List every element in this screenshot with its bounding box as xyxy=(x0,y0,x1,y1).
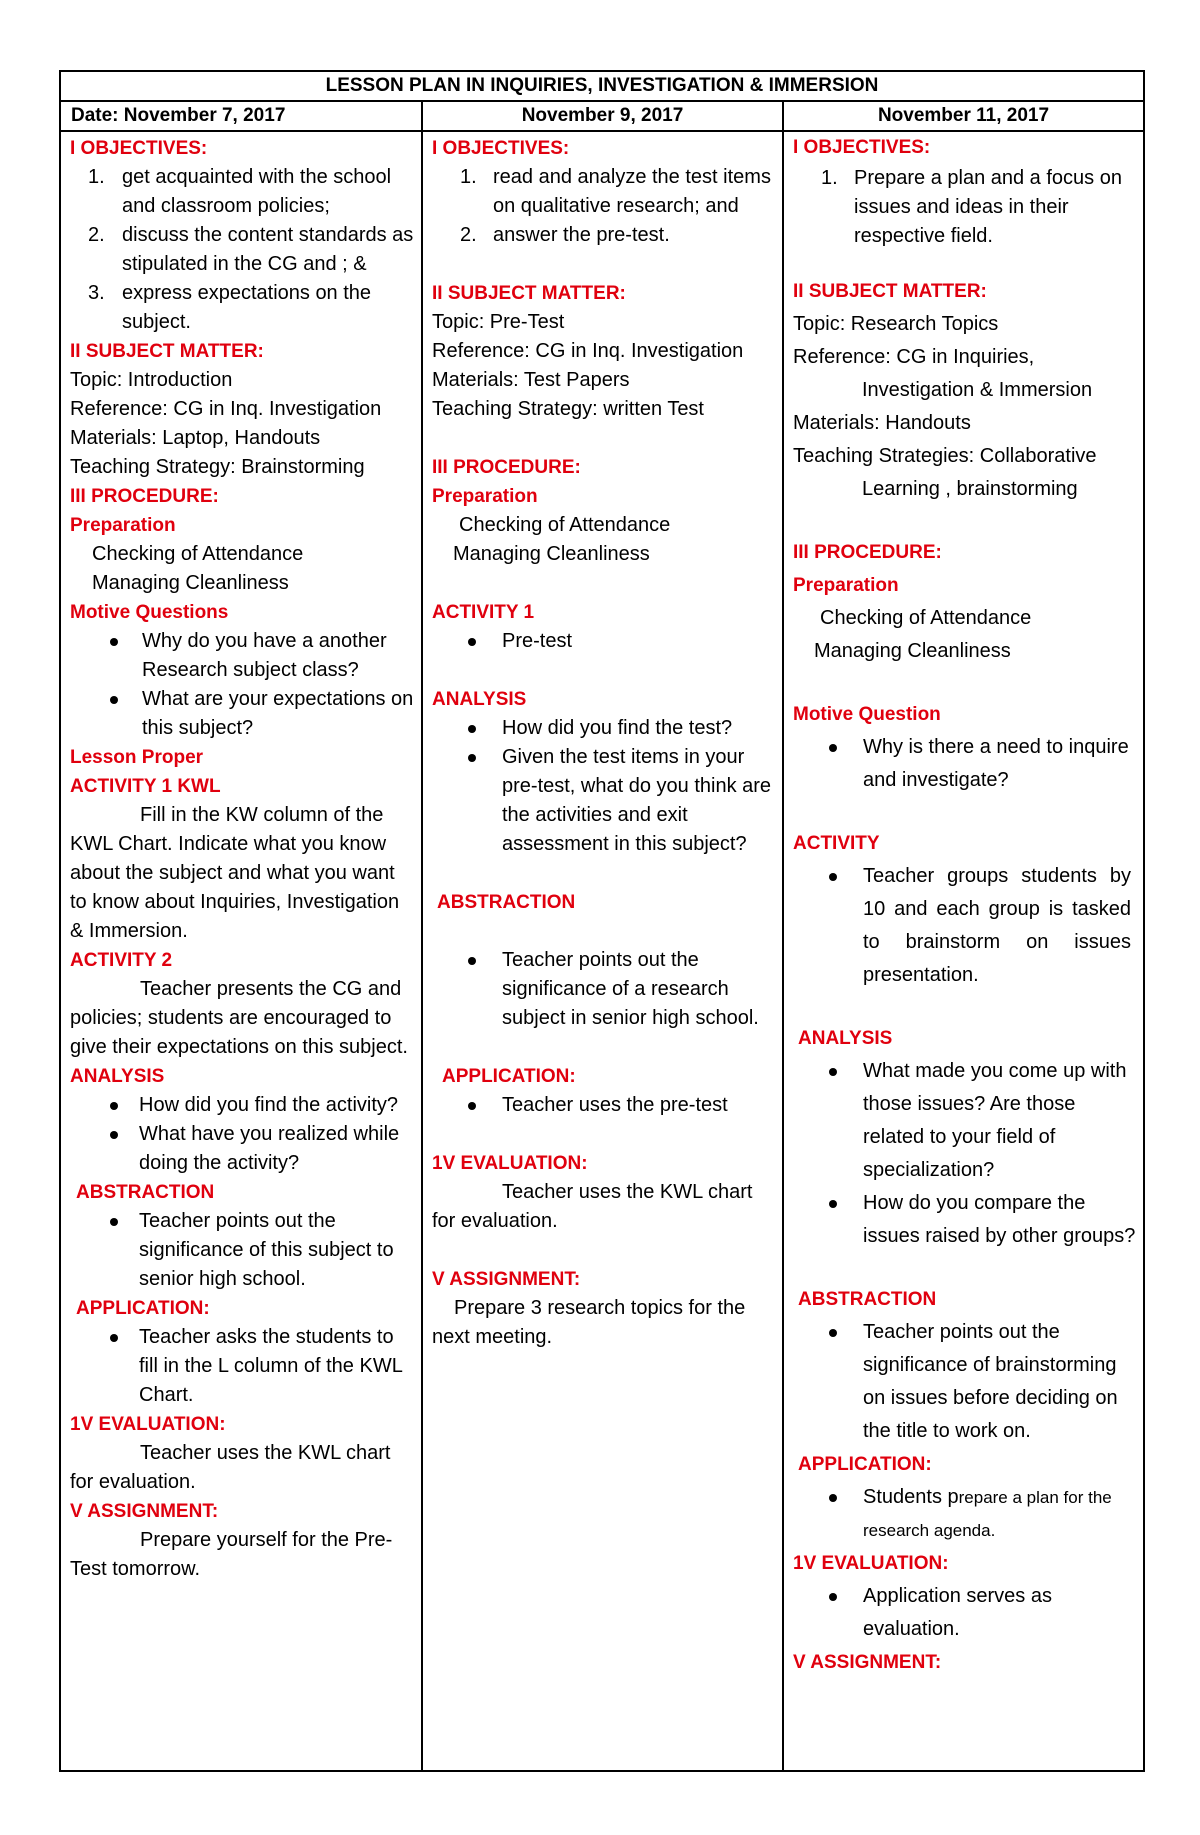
list-item: 1. read and analyze the test items on qualitative research; and xyxy=(460,166,771,217)
prep-item: Checking of Attendance xyxy=(92,543,304,565)
bullet-icon xyxy=(110,1218,118,1226)
list-item: Teacher points out the significance of this subject to senior high school. xyxy=(70,1207,415,1294)
list-item: Pre-test xyxy=(432,627,776,656)
evaluation-text: Teacher uses the KWL chart for evaluation. xyxy=(432,1181,753,1232)
evaluation-heading: 1V EVALUATION: xyxy=(70,1414,226,1435)
bullet-icon xyxy=(468,957,476,965)
date-header-1: Date: November 7, 2017 xyxy=(60,101,422,131)
objectives-heading: I OBJECTIVES: xyxy=(70,138,208,159)
analysis-list xyxy=(70,1091,415,1178)
lesson-plan-table xyxy=(59,70,1145,1772)
strategy-line-continued: Learning , brainstorming xyxy=(862,478,1078,500)
assignment-heading: V ASSIGNMENT: xyxy=(70,1501,219,1522)
list-item: How did you find the test? xyxy=(432,714,776,743)
list-item: How do you compare the issues raised by other groups? xyxy=(793,1187,1137,1253)
bullet-icon xyxy=(829,1494,837,1502)
activity-heading: ACTIVITY xyxy=(793,833,880,854)
reference-line-continued: Investigation & Immersion xyxy=(862,379,1093,401)
subject-matter-heading: II SUBJECT MATTER: xyxy=(432,283,626,304)
list-item: What have you realized while doing the activity? xyxy=(70,1120,415,1178)
preparation-heading: Preparation xyxy=(70,515,176,536)
assignment-text: Prepare yourself for the Pre-Test tomorrow. xyxy=(70,1529,393,1580)
bullet-icon xyxy=(829,1068,837,1076)
bullet-icon xyxy=(829,873,837,881)
list-item: 1. get acquainted with the school and classroom policies; xyxy=(88,166,392,217)
materials-line: Materials: Laptop, Handouts xyxy=(70,427,321,449)
motive-question-heading: Motive Question xyxy=(793,704,941,725)
reference-line: Reference: CG in Inq. Investigation xyxy=(70,398,382,420)
prep-item: Managing Cleanliness xyxy=(92,572,289,594)
evaluation-heading: 1V EVALUATION: xyxy=(793,1553,949,1574)
objectives-heading: I OBJECTIVES: xyxy=(793,137,931,158)
evaluation-list xyxy=(793,1580,1137,1646)
date-header-2: November 9, 2017 xyxy=(422,101,783,131)
activity2-heading: ACTIVITY 2 xyxy=(70,950,173,971)
list-item: Teacher uses the pre-test xyxy=(432,1091,776,1120)
activity1-heading: ACTIVITY 1 xyxy=(432,602,535,623)
list-item: Application serves as evaluation. xyxy=(793,1580,1137,1646)
prep-item: Checking of Attendance xyxy=(459,514,671,536)
assignment-heading: V ASSIGNMENT: xyxy=(793,1652,942,1673)
objectives-heading: I OBJECTIVES: xyxy=(432,138,570,159)
activity2-text: Teacher presents the CG and policies; students are encouraged to give their expectations on this subject. xyxy=(70,978,408,1058)
strategy-line: Teaching Strategy: Brainstorming xyxy=(70,456,365,478)
prep-item: Managing Cleanliness xyxy=(453,543,650,565)
bullet-icon xyxy=(110,638,118,646)
prep-item: Checking of Attendance xyxy=(820,607,1032,629)
subject-matter-heading: II SUBJECT MATTER: xyxy=(70,341,264,362)
application-list xyxy=(793,1481,1137,1547)
bullet-icon xyxy=(829,744,837,752)
bullet-icon xyxy=(110,1131,118,1139)
assignment-text: Prepare 3 research topics for the next meeting. xyxy=(432,1297,746,1348)
evaluation-heading: 1V EVALUATION: xyxy=(432,1153,588,1174)
procedure-heading: III PROCEDURE: xyxy=(793,542,942,563)
activity-list xyxy=(793,860,1137,992)
bullet-icon xyxy=(468,725,476,733)
list-item: Teacher points out the significance of a research subject in senior high school. xyxy=(432,946,776,1033)
analysis-heading: ANALYSIS xyxy=(70,1066,165,1087)
bullet-icon xyxy=(468,638,476,646)
assignment-heading: V ASSIGNMENT: xyxy=(432,1269,581,1290)
abstraction-list xyxy=(793,1316,1137,1448)
motive-list xyxy=(793,731,1137,797)
list-item: Given the test items in your pre-test, what do you think are the activities and exit assessment in this subject? xyxy=(432,743,776,859)
application-list xyxy=(432,1091,776,1120)
strategy-line: Teaching Strategy: written Test xyxy=(432,398,704,420)
prep-item: Managing Cleanliness xyxy=(814,640,1011,662)
bullet-icon xyxy=(468,1102,476,1110)
list-item: 1. Prepare a plan and a focus on issues and ideas in their respective field. xyxy=(821,167,1122,247)
subject-matter-heading: II SUBJECT MATTER: xyxy=(793,281,987,302)
column-nov-7 xyxy=(60,131,422,1771)
list-item: Teacher points out the significance of brainstorming on issues before deciding on the title to work on. xyxy=(793,1316,1137,1448)
bullet-icon xyxy=(110,1334,118,1342)
list-item: 3. express expectations on the subject. xyxy=(88,282,372,333)
topic-line: Topic: Research Topics xyxy=(793,313,999,335)
materials-line: Materials: Handouts xyxy=(793,412,971,434)
bullet-icon xyxy=(829,1593,837,1601)
list-item: Why is there a need to inquire and investigate? xyxy=(793,731,1137,797)
abstraction-heading: ABSTRACTION xyxy=(437,892,576,913)
objectives-list xyxy=(793,161,1137,251)
application-heading: APPLICATION: xyxy=(798,1454,932,1475)
objectives-list xyxy=(70,163,415,337)
abstraction-list xyxy=(432,946,776,1033)
evaluation-text: Teacher uses the KWL chart for evaluation. xyxy=(70,1442,391,1493)
analysis-list xyxy=(432,714,776,859)
reference-line: Reference: CG in Inquiries, xyxy=(793,346,1035,368)
analysis-list xyxy=(793,1055,1137,1253)
analysis-heading: ANALYSIS xyxy=(798,1028,893,1049)
preparation-heading: Preparation xyxy=(793,575,899,596)
application-heading: APPLICATION: xyxy=(76,1298,210,1319)
table-title: LESSON PLAN IN INQUIRIES, INVESTIGATION & IMMERSION xyxy=(60,71,1144,101)
objectives-list xyxy=(432,163,776,250)
bullet-icon xyxy=(468,754,476,762)
abstraction-list xyxy=(70,1207,415,1294)
reference-line: Reference: CG in Inq. Investigation xyxy=(432,340,744,362)
activity1-text: Fill in the KW column of the KWL Chart. Indicate what you know about the subject and what you want to know about Inquiries, Investigation & Immersion. xyxy=(70,804,400,942)
motive-questions-heading: Motive Questions xyxy=(70,602,229,623)
lesson-plan-page xyxy=(59,70,1143,1772)
column-nov-11 xyxy=(783,131,1144,1771)
list-item: Teacher groups students by 10 and each group is tasked to brainstorm on issues presentation. xyxy=(793,860,1137,992)
list-item: Teacher asks the students to fill in the L column of the KWL Chart. xyxy=(70,1323,415,1410)
list-item: How did you find the activity? xyxy=(70,1091,415,1120)
topic-line: Topic: Introduction xyxy=(70,369,233,391)
list-item: What made you come up with those issues? Are those related to your field of specialization? xyxy=(793,1055,1137,1187)
topic-line: Topic: Pre-Test xyxy=(432,311,565,333)
abstraction-heading: ABSTRACTION xyxy=(76,1182,215,1203)
materials-line: Materials: Test Papers xyxy=(432,369,630,391)
bullet-icon xyxy=(110,696,118,704)
strategy-line: Teaching Strategies: Collaborative xyxy=(793,445,1097,467)
application-heading: APPLICATION: xyxy=(442,1066,576,1087)
application-list xyxy=(70,1323,415,1410)
bullet-icon xyxy=(110,1102,118,1110)
motive-list xyxy=(70,627,415,743)
bullet-icon xyxy=(829,1200,837,1208)
analysis-heading: ANALYSIS xyxy=(432,689,527,710)
list-item: 2. answer the pre-test. xyxy=(460,224,670,246)
procedure-heading: III PROCEDURE: xyxy=(70,486,219,507)
preparation-heading: Preparation xyxy=(432,486,538,507)
column-nov-9 xyxy=(422,131,783,1771)
abstraction-heading: ABSTRACTION xyxy=(798,1289,937,1310)
list-item: Why do you have a another Research subject class? xyxy=(70,627,415,685)
list-item: 2. discuss the content standards as stipulated in the CG and ; & xyxy=(88,224,414,275)
procedure-heading: III PROCEDURE: xyxy=(432,457,581,478)
list-item: Students prepare a plan for the research agenda. xyxy=(793,1481,1137,1547)
date-header-3: November 11, 2017 xyxy=(783,101,1144,131)
bullet-icon xyxy=(829,1329,837,1337)
activity1-heading: ACTIVITY 1 KWL xyxy=(70,776,221,797)
lesson-proper-heading: Lesson Proper xyxy=(70,747,204,768)
list-item: What are your expectations on this subject? xyxy=(70,685,415,743)
activity-list xyxy=(432,627,776,656)
